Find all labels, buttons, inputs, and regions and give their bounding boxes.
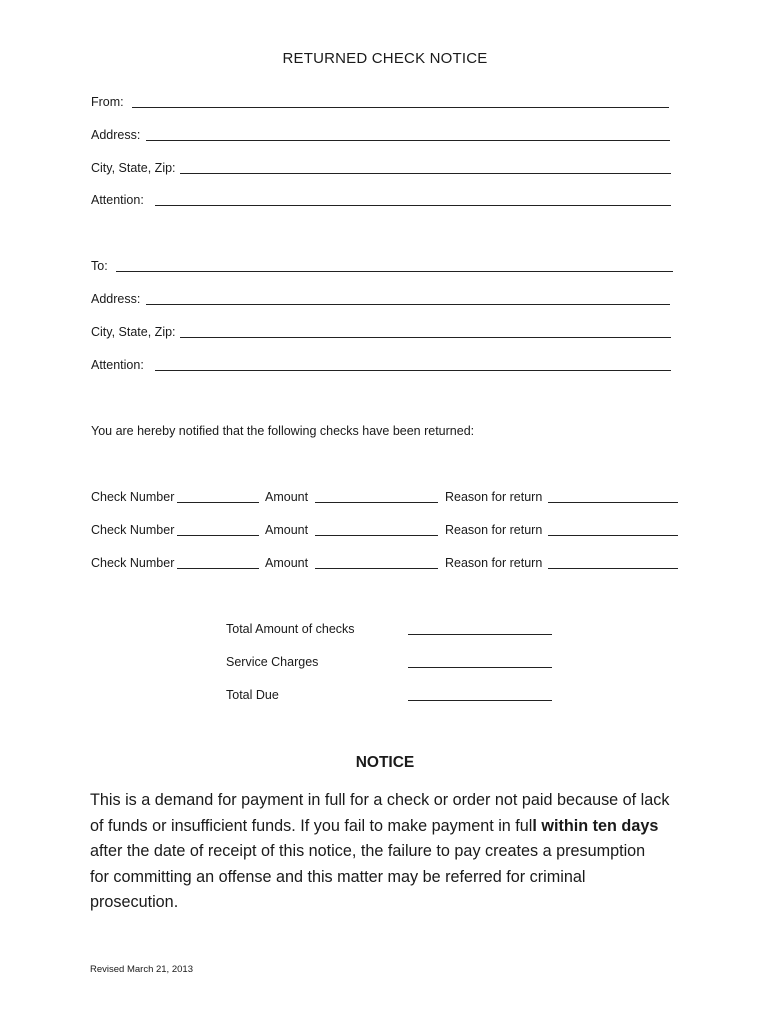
reason-field[interactable] [548, 502, 678, 503]
amount-label: Amount [265, 490, 309, 504]
from-label: From: [91, 95, 124, 109]
notice-body [90, 788, 690, 916]
notice-emphasis: l within ten days [532, 816, 659, 835]
notice-line-part: of funds or insufficient funds. If you fail to make payment in ful [90, 816, 533, 835]
to-city-label: City, State, Zip: [91, 325, 176, 339]
amount-label: Amount [265, 523, 309, 537]
notice-line [90, 814, 690, 840]
service-charges-field[interactable] [408, 667, 552, 668]
check-number-label: Check Number [91, 490, 175, 504]
notice-line: This is a demand for payment in full for a check or order not paid because of lack [90, 791, 670, 809]
from-attention-field[interactable] [155, 205, 671, 206]
reason-label: Reason for return [445, 490, 543, 504]
amount-field[interactable] [315, 535, 438, 536]
reason-label: Reason for return [445, 556, 543, 570]
reason-field[interactable] [548, 535, 678, 536]
to-attention-label: Attention: [91, 358, 144, 372]
to-attention-field[interactable] [155, 370, 671, 371]
from-attention-label: Attention: [91, 193, 144, 207]
service-charges-label: Service Charges [226, 655, 319, 669]
total-due-label: Total Due [226, 688, 279, 702]
check-number-label: Check Number [91, 556, 175, 570]
amount-label: Amount [265, 556, 309, 570]
to-label: To: [91, 259, 108, 273]
total-checks-label: Total Amount of checks [226, 622, 355, 636]
page-title: RETURNED CHECK NOTICE [282, 50, 488, 67]
from-address-label: Address: [91, 128, 141, 142]
check-number-label: Check Number [91, 523, 175, 537]
reason-label: Reason for return [445, 523, 543, 537]
to-field[interactable] [116, 271, 673, 272]
check-number-field[interactable] [177, 535, 259, 536]
to-city-field[interactable] [180, 337, 671, 338]
from-address-field[interactable] [146, 140, 670, 141]
amount-field[interactable] [315, 568, 438, 569]
to-address-field[interactable] [146, 304, 670, 305]
from-city-label: City, State, Zip: [91, 161, 176, 175]
total-due-field[interactable] [408, 700, 552, 701]
notice-line: for committing an offense and this matter may be referred for criminal [90, 867, 586, 886]
check-number-field[interactable] [177, 502, 259, 503]
to-address-label: Address: [91, 292, 141, 306]
check-number-field[interactable] [177, 568, 259, 569]
from-field[interactable] [132, 107, 669, 108]
reason-field[interactable] [548, 568, 678, 569]
intro-text: You are hereby notified that the following checks have been returned: [91, 424, 475, 438]
total-checks-field[interactable] [408, 634, 552, 635]
notice-line: prosecution. [90, 893, 179, 911]
notice-line: after the date of receipt of this notice, the failure to pay creates a presumption [90, 842, 646, 860]
amount-field[interactable] [315, 502, 438, 503]
from-city-field[interactable] [180, 173, 671, 174]
notice-heading: NOTICE [355, 754, 415, 771]
revision-date: Revised March 21, 2013 [90, 964, 193, 975]
